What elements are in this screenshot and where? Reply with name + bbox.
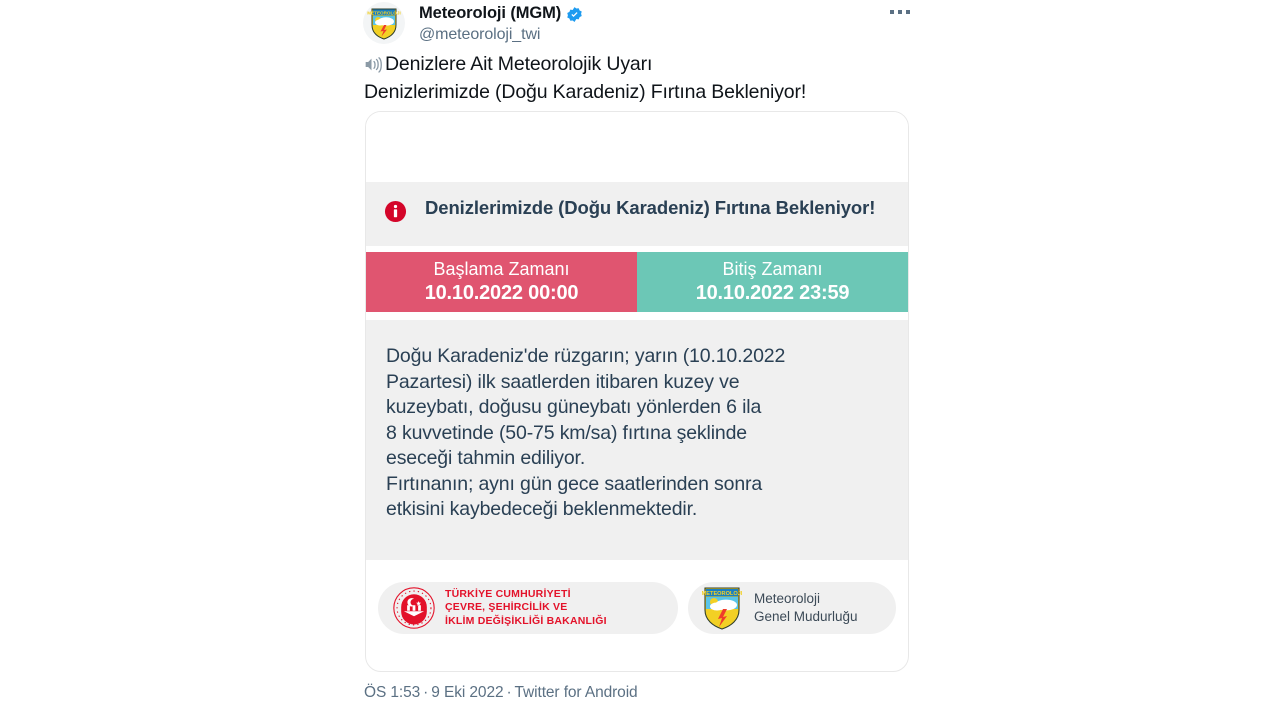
meta-separator: ·: [506, 684, 512, 701]
tweet-line-1-text: Denizlere Ait Meteorolojik Uyarı: [385, 53, 653, 75]
card-body-line: Pazartesi) ilk saatlerden itibaren kuzey ve: [386, 370, 740, 393]
end-time-cell: [637, 252, 908, 312]
tweet-text-line-2: Denizlerimizde (Doğu Karadeniz) Fırtına Bekleniyor!: [364, 81, 807, 103]
mgm-logo-box: [688, 582, 896, 634]
end-time-value: 10.10.2022 23:59: [695, 281, 850, 304]
more-dot: [890, 10, 894, 14]
info-circle-icon: [384, 200, 407, 223]
start-time-value: 10.10.2022 00:00: [424, 281, 579, 304]
svg-text:METEOROLOJI: METEOROLOJI: [702, 591, 742, 597]
card-title: Denizlerimizde (Doğu Karadeniz) Fırtına Bekleniyor!: [425, 197, 876, 218]
tweet-meta: [364, 684, 638, 702]
account-handle[interactable]: @meteoroloji_twi: [419, 26, 541, 44]
ministry-logo-text: [445, 588, 607, 629]
tweet-text-line-1: [364, 52, 924, 80]
loudspeaker-icon: [364, 55, 384, 80]
turkiye-ministry-seal-icon: [392, 586, 436, 630]
more-horizontal-icon[interactable]: [884, 3, 916, 21]
card-divider-2: [366, 312, 908, 320]
tweet-date[interactable]: 9 Eki 2022: [431, 684, 504, 701]
start-time-cell: [366, 252, 637, 312]
card-body-line: eseceği tahmin ediliyor.: [386, 447, 586, 469]
mgm-shield-logo-icon: [364, 3, 404, 43]
card-body-line: kuzeybatı, doğusu güneybatı yönlerden 6 ila: [386, 396, 762, 418]
mgm-line-2: Genel Mudurluğu: [754, 609, 858, 624]
card-body-line: 8 kuvvetinde (50-75 km/sa) fırtına şeklinde: [386, 421, 747, 444]
card-body-line: Fırtınanın; aynı gün gece saatlerinden sonra: [386, 472, 763, 495]
more-dot: [898, 10, 902, 14]
tweet-time[interactable]: ÖS 1:53: [364, 684, 421, 701]
display-name[interactable]: Meteoroloji (MGM): [419, 4, 562, 22]
card-body-line: etkisini kaybedeceği beklenmektedir.: [386, 498, 698, 520]
card-footer: [366, 560, 908, 648]
warning-card[interactable]: [365, 111, 909, 672]
card-top-band: [366, 112, 908, 182]
start-time-label: Başlama Zamanı: [433, 258, 570, 279]
tweet-text: [364, 52, 924, 105]
ministry-line-1: TÜRKİYE CUMHURİYETİ: [445, 587, 571, 600]
card-title-band: [366, 182, 908, 246]
end-time-label: Bitiş Zamanı: [722, 258, 823, 279]
mgm-line-1: Meteoroloji: [754, 591, 821, 606]
svg-text:METEOROLOJI: METEOROLOJI: [367, 10, 401, 16]
ministry-line-2: ÇEVRE, ŞEHİRCİLİK VE: [445, 601, 568, 614]
tweet-source: Twitter for Android: [514, 684, 638, 701]
ministry-line-3: İKLİM DEĞİŞİKLİĞİ BAKANLIĞI: [445, 614, 607, 627]
verified-badge-icon: [566, 6, 583, 23]
account-name-block: [419, 2, 583, 46]
card-body-line: Doğu Karadeniz'de rüzgarın; yarın (10.10.2022: [386, 345, 786, 367]
card-body-text: [366, 320, 908, 560]
time-range-row: [366, 252, 908, 312]
avatar[interactable]: [363, 2, 405, 44]
mgm-logo-text: [754, 590, 858, 626]
meta-separator: ·: [423, 684, 429, 701]
tweet-header: [363, 2, 908, 46]
mgm-shield-logo-icon: [702, 586, 742, 630]
more-dot: [906, 10, 910, 14]
ministry-logo-box: [378, 582, 678, 634]
